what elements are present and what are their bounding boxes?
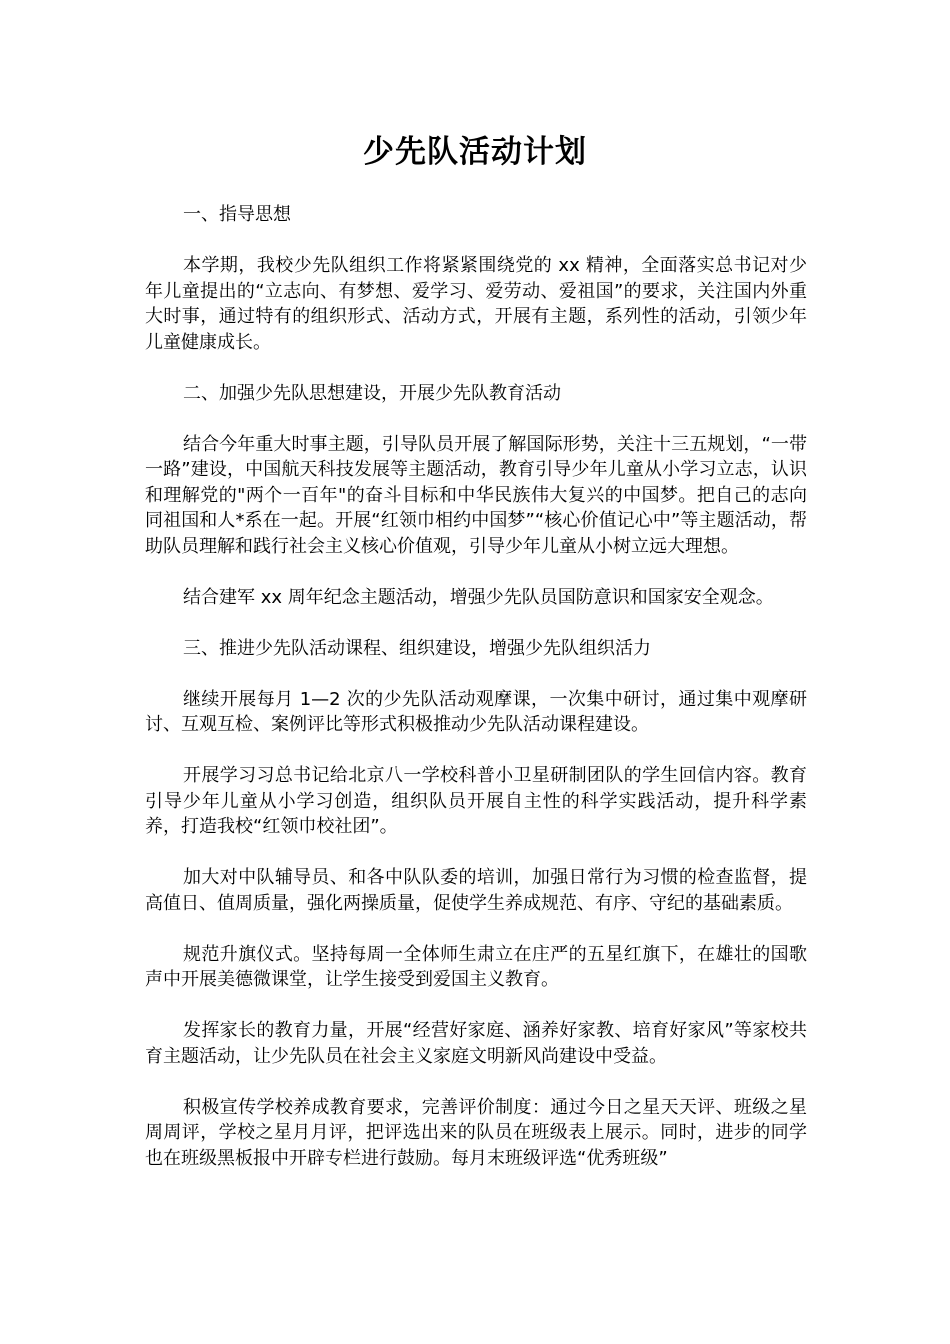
section-heading-2: 二、加强少先队思想建设，开展少先队教育活动 bbox=[183, 382, 561, 404]
paragraph-2: 结合今年重大时事主题，引导队员开展了解国际形势，关注十三五规划，“一带一路”建设，中国航天科技发展等主题活动，教育引导少年儿童从小学习立志，认识和理解党的"两个一百年"的奋斗目标和中华民族伟大复兴的中国梦。把自己的志向同祖国和人*系在一起。开展“红领巾相约中国梦”“核心价值记心中”等主题活动，帮助队员理解和践行社会主义核心价值观，引导少年儿童从小树立远大理想。 bbox=[145, 433, 807, 557]
document-body bbox=[145, 202, 807, 1197]
paragraph-9: 积极宣传学校养成教育要求，完善评价制度：通过今日之星天天评、班级之星周周评，学校之星月月评，把评选出来的队员在班级表上展示。同时，进步的同学也在班级黑板报中开辟专栏进行鼓励。每月末班级评选“优秀班级” bbox=[145, 1096, 807, 1169]
paragraph-4: 继续开展每月 1—2 次的少先队活动观摩课，一次集中研讨，通过集中观摩研讨、互观互检、案例评比等形式积极推动少先队活动课程建设。 bbox=[145, 688, 807, 735]
paragraph-6: 加大对中队辅导员、和各中队队委的培训，加强日常行为习惯的检查监督，提高值日、值周质量，强化两操质量，促使学生养成规范、有序、守纪的基础素质。 bbox=[145, 867, 807, 914]
document-title: 少先队活动计划 bbox=[363, 134, 587, 170]
section-heading-3: 三、推进少先队活动课程、组织建设，增强少先队组织活力 bbox=[183, 637, 651, 659]
paragraph-3: 结合建军 xx 周年纪念主题活动，增强少先队员国防意识和国家安全观念。 bbox=[183, 586, 774, 608]
paragraph-1: 本学期，我校少先队组织工作将紧紧围绕党的 xx 精神，全面落实总书记对少年儿童提出的“立志向、有梦想、爱学习、爱劳动、爱祖国”的要求，关注国内外重大时事，通过特有的组织形式、活动方式，开展有主题，系列性的活动，引领少年儿童健康成长。 bbox=[145, 255, 807, 353]
paragraph-8: 发挥家长的教育力量，开展“经营好家庭、涵养好家教、培育好家风”等家校共育主题活动，让少先队员在社会主义家庭文明新风尚建设中受益。 bbox=[145, 1020, 807, 1067]
paragraph-7: 规范升旗仪式。坚持每周一全体师生肃立在庄严的五星红旗下，在雄壮的国歌声中开展美德微课堂，让学生接受到爱国主义教育。 bbox=[145, 943, 807, 990]
section-heading-1: 一、指导思想 bbox=[183, 204, 291, 225]
paragraph-5: 开展学习习总书记给北京八一学校科普小卫星研制团队的学生回信内容。教育引导少年儿童从小学习创造，组织队员开展自主性的科学实践活动，提升科学素养，打造我校“红领巾校社团”。 bbox=[145, 765, 807, 837]
